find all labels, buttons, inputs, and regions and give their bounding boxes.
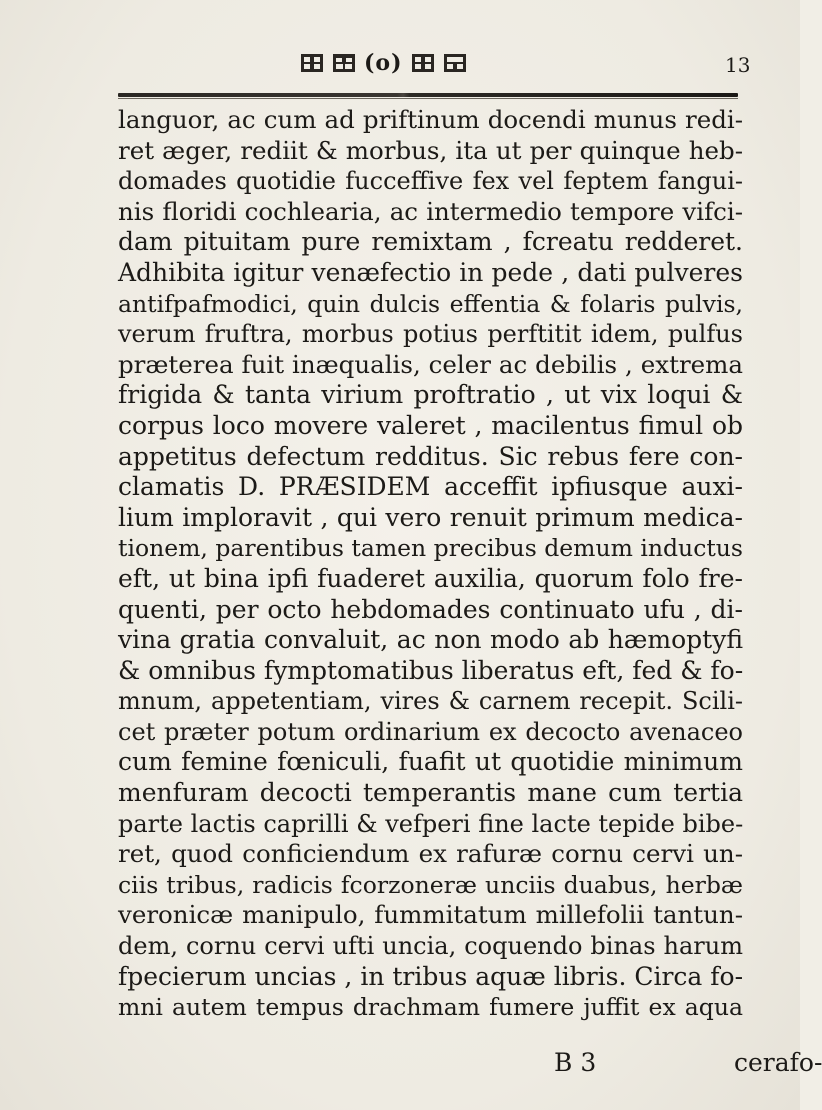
text-line: parte lactis caprilli & vefperi fine lacte tepide bibe-: [118, 809, 744, 838]
text-line: cum femine fœniculi, fuafit ut quotidie minimum: [118, 747, 743, 777]
page-footer: [118, 1047, 822, 1079]
text-line: lium imploravit , qui vero renuit primum medica-: [118, 502, 743, 532]
text-line: frigida & tanta virium proftratio , ut vix loqui &: [118, 380, 743, 410]
ornament-right-icon-2: [443, 52, 467, 74]
text-line: ciis tribus, radicis fcorzoneræ unciis duabus, herbæ: [118, 870, 743, 899]
ornament-left-icon-2: [332, 52, 356, 74]
text-line: & omnibus fymptomatibus liberatus eft, fed & fo-: [118, 655, 744, 685]
header-rule-thin: [118, 98, 738, 99]
header-marker: (o): [364, 50, 403, 76]
text-line: menfuram decocti temperantis mane cum tertia: [118, 778, 743, 808]
page-number: 13: [725, 53, 751, 77]
text-line: verum fruftra, morbus potius perftitit idem, pulfus: [118, 320, 743, 349]
text-line: nis floridi cochlearia, ac intermedio tempore vifci-: [118, 196, 743, 226]
text-line: appetitus defectum redditus. Sic rebus fere con-: [118, 441, 743, 471]
text-line: veronicæ manipulo, fummitatum millefolii tantun-: [118, 900, 743, 930]
text-line: fpecierum uncias , in tribus aquæ libris. Circa fo-: [118, 961, 744, 991]
ornament-right-icon: [411, 52, 435, 74]
text-line: mni autem tempus drachmam fumere juffit ex aqua: [118, 993, 743, 1022]
body-text: [118, 105, 743, 1023]
ornament-left-icon: [300, 52, 324, 74]
text-line: Adhibita igitur venæfectio in pede , dati pulveres: [118, 257, 743, 287]
catchword: cerafo-: [734, 1048, 822, 1077]
text-line: dam pituitam pure remixtam , fcreatu redderet.: [118, 227, 743, 257]
text-line: præterea fuit inæqualis, celer ac debilis , extrema: [118, 349, 743, 379]
header-ornaments: [300, 48, 467, 78]
page-header: [0, 40, 800, 90]
text-line: corpus loco movere valeret , macilentus fimul ob: [118, 410, 743, 440]
text-line: dem, cornu cervi ufti uncia, coquendo binas harum: [118, 932, 743, 961]
text-line: languor, ac cum ad priftinum docendi munus redi-: [118, 105, 743, 134]
text-line: quenti, per octo hebdomades continuato ufu , di-: [118, 594, 743, 624]
text-line: vina gratia convaluit, ac non modo ab hæmoptyfi: [118, 625, 743, 655]
header-rule: [118, 93, 738, 97]
text-line: cet præter potum ordinarium ex decocto avenaceo: [118, 717, 743, 746]
text-line: mnum, appetentiam, vires & carnem recepit. Scili-: [118, 687, 743, 716]
text-line: ret æger, rediit & morbus, ita ut per quinque heb-: [118, 135, 743, 165]
text-line: clamatis D. PRÆSIDEM acceffit ipfiusque auxi-: [118, 472, 743, 502]
text-line: eft, ut bina ipfi fuaderet auxilia, quorum folo fre-: [118, 563, 743, 593]
text-line: antifpafmodici, quin dulcis effentia & folaris pulvis,: [118, 289, 743, 318]
text-line: tionem, parentibus tamen precibus demum inductus: [118, 534, 743, 563]
text-line: domades quotidie fucceffive fex vel feptem fangui-: [118, 167, 743, 196]
signature-mark: B 3: [554, 1048, 597, 1077]
text-line: ret, quod conficiendum ex rafuræ cornu cervi un-: [118, 839, 743, 869]
